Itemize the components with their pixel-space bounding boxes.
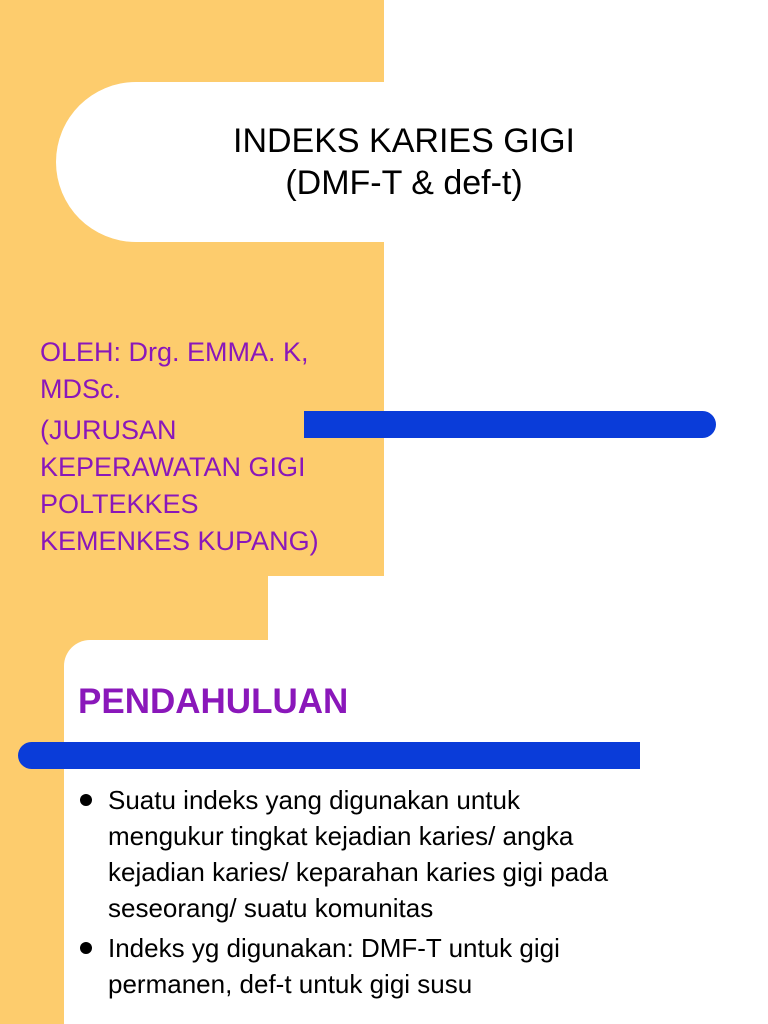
affiliation-line-3: POLTEKKES: [40, 489, 199, 519]
intro-slide: [0, 576, 768, 1024]
affiliation-line-1: (JURUSAN: [40, 415, 177, 445]
list-item: [78, 930, 718, 1002]
bullet-list: [78, 782, 718, 1006]
affiliation-line-4: KEMENKES KUPANG): [40, 526, 319, 556]
blue-accent-bar: [18, 742, 640, 769]
list-item: [78, 782, 718, 926]
bullet-text-line: Indeks yg digunakan: DMF-T untuk gigi: [108, 933, 560, 963]
bullet-text-line: permanen, def-t untuk gigi susu: [108, 969, 473, 999]
slide-title: [120, 120, 688, 204]
title-line-1: INDEKS KARIES GIGI: [233, 122, 575, 160]
section-heading: PENDAHULUAN: [78, 682, 349, 721]
title-line-2: (DMF-T & def-t): [285, 164, 523, 202]
bullet-text-line: seseorang/ suatu komunitas: [108, 893, 434, 923]
bullet-icon: [80, 794, 92, 806]
author-line-2: MDSc.: [40, 374, 121, 404]
bullet-text-line: kejadian karies/ keparahan karies gigi pada: [108, 857, 609, 887]
bullet-text-line: mengukur tingkat kejadian karies/ angka: [108, 821, 574, 851]
bullet-text-line: Suatu indeks yang digunakan untuk: [108, 785, 520, 815]
author-line-1: OLEH: Drg. EMMA. K,: [40, 337, 309, 367]
author-block: [40, 334, 380, 560]
bullet-icon: [80, 942, 92, 954]
affiliation-line-2: KEPERAWATAN GIGI: [40, 452, 306, 482]
